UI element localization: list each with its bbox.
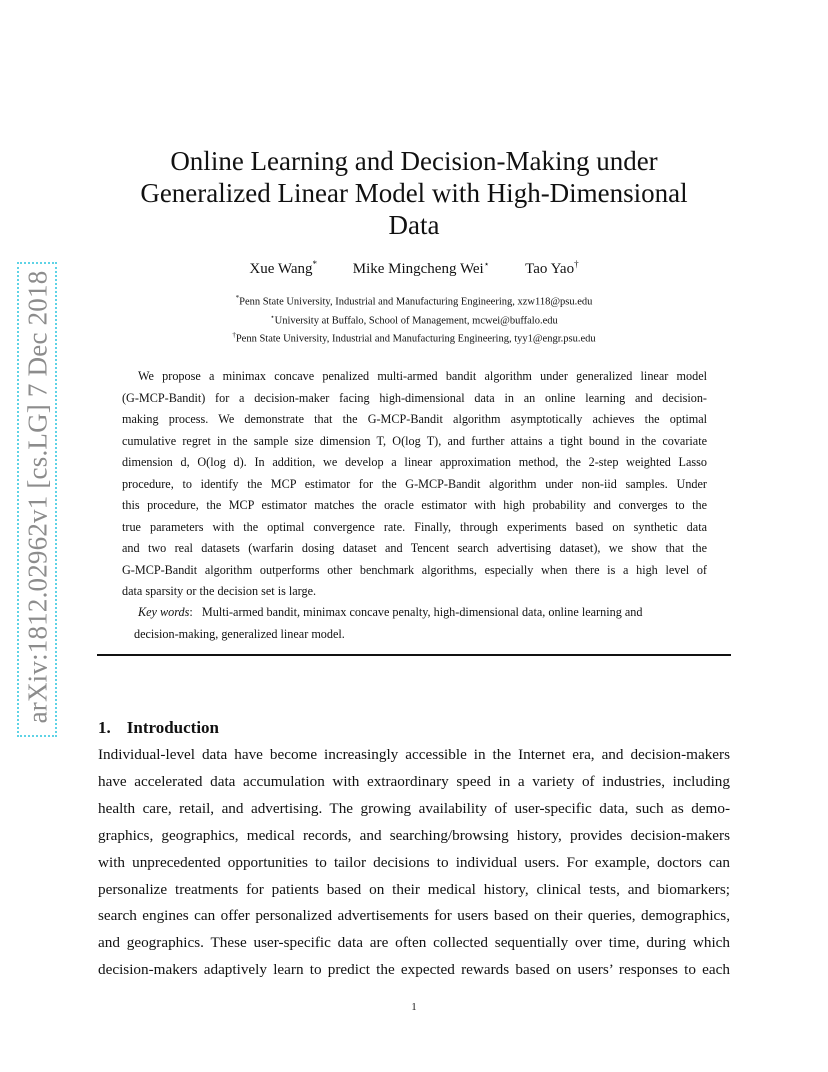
abstract-line: and two real datasets (warfarin dosing dataset and Tencent search advertising dataset), we show that the [122,541,707,555]
body-line: graphics, geographics, medical records, and searching/browsing history, provides decision-makers [98,826,730,844]
abstract-line: this procedure, the MCP estimator matches the oracle estimator with high probability and converges to the [122,498,707,512]
abstract-line: data sparsity or the decision set is large. [122,584,317,598]
author [525,261,578,277]
abstract-line: G-MCP-Bandit algorithm outperforms other benchmark algorithms, especially when there is a high level of [122,562,707,577]
author-mark: * [312,259,317,269]
body-text [98,742,730,984]
affiliation-text: University at Buffalo, School of Management, mcwei@buffalo.edu [274,315,558,326]
paper-title [0,145,828,241]
author [353,261,490,277]
body-line: personalize treatments for patients based on their medical history, clinical tests, and biomarkers; [98,880,730,898]
abstract-line: We propose a minimax concave penalized multi-armed bandit algorithm under generalized linear model [138,369,707,383]
abstract-line: dimension d, O(log d). In addition, we develop a linear approximation method, the 2-step weighted Lasso [122,455,707,469]
affiliation [0,291,828,310]
title-line: Generalized Linear Model with High-Dimensional [140,178,688,208]
author-list [0,259,828,278]
author-name: Xue Wang [249,261,313,277]
section-divider [97,654,731,656]
keywords: Key words: Multi-armed bandit, minimax concave penalty, high-dimensional data, online learning and decision-making, generalized linear model. [122,601,707,645]
affiliation-text: Penn State University, Industrial and Manufacturing Engineering, tyy1@engr.psu.edu [235,333,596,345]
abstract-line: procedure, to identify the MCP estimator for the G-MCP-Bandit algorithm under non-iid samples. Under [122,476,707,491]
author-mark: ⋆ [483,259,490,269]
section-number: 1. [98,718,111,737]
body-line: with unprecedented opportunities to tailor decisions to individual users. For example, doctors can [98,853,730,871]
abstract-line: making process. We demonstrate that the G-MCP-Bandit algorithm asymptotically achieves the optimal [122,412,707,426]
section-title: Introduction [126,718,220,737]
abstract [122,366,707,603]
title-line: Data [388,210,440,240]
title-line: Online Learning and Decision-Making under [170,146,658,176]
affiliation-list [0,291,828,347]
author-name: Tao Yao [525,261,575,277]
page-number: 1 [411,1002,417,1013]
arxiv-stamp[interactable]: arXiv:1812.02962v1 [cs.LG] 7 Dec 2018 [22,270,53,724]
affiliation-mark: * [235,294,240,302]
author-name: Mike Mingcheng Wei [352,261,484,277]
keywords-label: Key words [138,605,190,619]
affiliation-mark: † [232,331,236,339]
body-line: health care, retail, and advertising. The growing availability of user-specific data, such as demo- [98,799,730,817]
abstract-line: cumulative regret in the sample size dimension T, O(log T), and further attains a tight bound in the covariate [122,433,707,448]
body-line: search engines can offer personalized advertisements for users based on their queries, demographics, [98,907,730,925]
body-line: and geographics. These user-specific data are often collected sequentially over time, during which [98,934,730,952]
keywords-text: Multi-armed bandit, minimax concave penalty, high-dimensional data, online learning and [201,605,643,619]
affiliation [0,310,828,329]
affiliation-mark: ⋆ [270,312,275,321]
author [249,261,317,277]
body-line: have accelerated data accumulation with extraordinary speed in a variety of industries, including [98,772,730,790]
affiliation-text: Penn State University, Industrial and Manufacturing Engineering, xzw118@psu.edu [239,296,593,308]
abstract-line: true parameters with the optimal convergence rate. Finally, through experiments based on synthetic data [122,519,707,534]
affiliation [0,328,828,347]
author-mark: † [574,259,579,269]
section-heading [98,718,219,738]
body-line: decision-makers adaptively learn to predict the expected rewards based on users’ responses to each [98,961,730,979]
body-line: Individual-level data have become increasingly accessible in the Internet era, and decision-makers [98,746,730,763]
abstract-line: (G-MCP-Bandit) for a decision-maker facing high-dimensional data in an online learning and decision- [122,390,707,405]
keywords-text: decision-making, generalized linear model. [134,627,345,641]
